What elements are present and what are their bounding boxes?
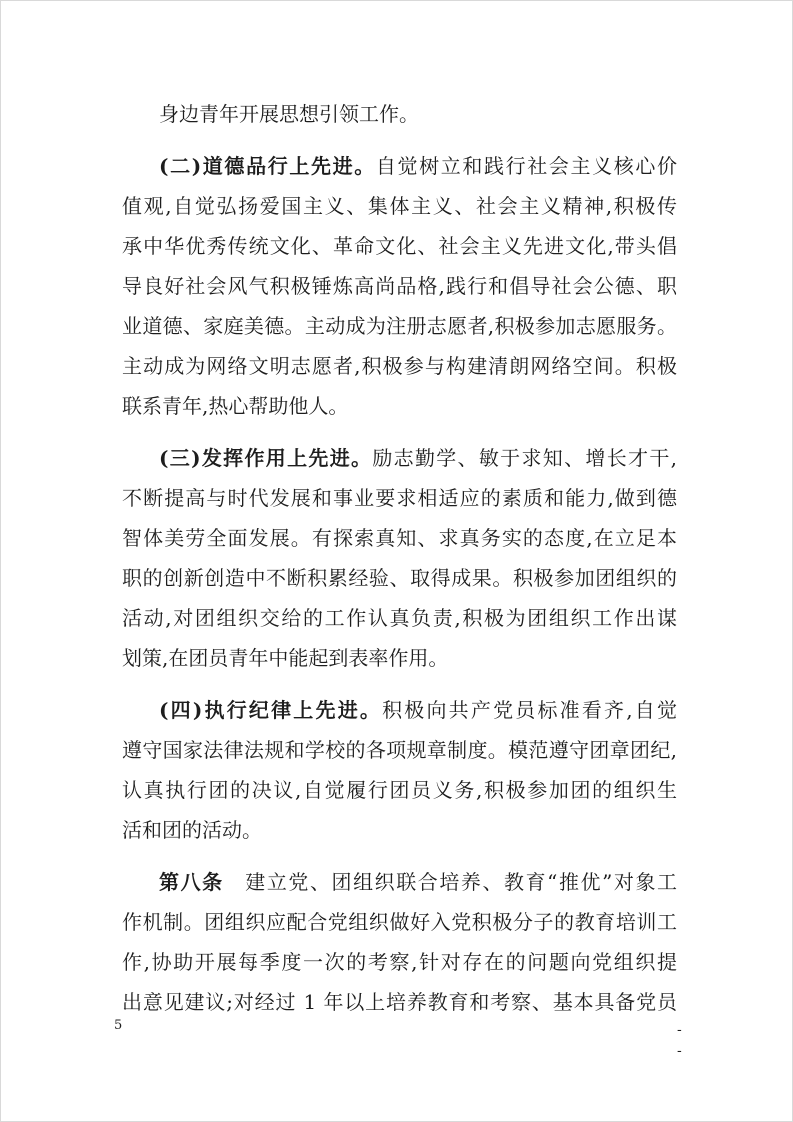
body-run: 积极向共产党员标准看齐,自觉	[382, 698, 677, 722]
body-run: 身边青年开展思想引领工作。	[159, 102, 419, 126]
body-run: 认真执行团的决议,自觉履行团员义务,积极参加团的组织生	[122, 778, 677, 802]
body-run: 主动成为网络文明志愿者,积极参与构建清朗网络空间。积极	[122, 354, 677, 378]
text-line	[122, 226, 677, 266]
text-line	[122, 266, 677, 306]
paragraph-item-3-role-play	[122, 438, 677, 678]
text-line	[122, 346, 677, 386]
text-line	[122, 518, 677, 558]
heading-run: 第八条	[159, 870, 224, 894]
body-run: 导良好社会风气积极锤炼高尚品格,践行和倡导社会公德、职	[122, 274, 677, 298]
body-run: 建立党、团组织联合培养、教育“推优”对象工	[223, 870, 677, 894]
text-line	[122, 862, 677, 902]
body-run: 遵守国家法律法规和学校的各项规章制度。模范遵守团章团纪,	[122, 738, 677, 762]
body-run: 智体美劳全面发展。有探索真知、求真务实的态度,在立足本	[122, 526, 677, 550]
body-run: 作机制。团组织应配合党组织做好入党积极分子的教育培训工	[122, 910, 677, 934]
text-line	[122, 438, 677, 478]
text-line	[122, 942, 677, 982]
text-line	[122, 638, 677, 678]
text-line	[122, 386, 677, 426]
body-run: 值观,自觉弘扬爱国主义、集体主义、社会主义精神,积极传	[122, 194, 677, 218]
body-run: 联系青年,热心帮助他人。	[122, 394, 349, 418]
body-run: 职的创新创造中不断积累经验、取得成果。积极参加团组织的	[122, 566, 677, 590]
paragraph-article-8	[122, 862, 677, 1022]
heading-run: (三)发挥作用上先进。	[159, 446, 373, 470]
paragraph-item-2-moral-conduct	[122, 146, 677, 426]
document-body	[122, 94, 677, 1034]
text-line	[122, 306, 677, 346]
body-run: 自觉树立和践行社会主义核心价	[375, 154, 677, 178]
body-run: 作,协助开展每季度一次的考察,针对存在的问题向党组织提	[122, 950, 677, 974]
text-line	[122, 186, 677, 226]
heading-run: (四)执行纪律上先进。	[159, 698, 383, 722]
text-line	[122, 146, 677, 186]
text-line	[122, 94, 677, 134]
body-run: 划策,在团员青年中能起到表率作用。	[122, 646, 449, 670]
body-run: 出意见建议;对经过 1 年以上培养教育和考察、基本具备党员	[122, 990, 677, 1014]
text-line	[122, 770, 677, 810]
text-line	[122, 730, 677, 770]
paragraph-intro-continuation	[122, 94, 677, 134]
body-run: 业道德、家庭美德。主动成为注册志愿者,积极参加志愿服务。	[122, 314, 677, 338]
text-line	[122, 902, 677, 942]
text-line	[122, 478, 677, 518]
text-line	[122, 810, 677, 850]
page-number: 5	[114, 1018, 123, 1033]
text-line	[122, 598, 677, 638]
heading-run: (二)道德品行上先进。	[159, 154, 376, 178]
text-line	[122, 982, 677, 1022]
paragraph-item-4-discipline	[122, 690, 677, 850]
margin-mark: -	[677, 1022, 682, 1038]
body-run: 活动,对团组织交给的工作认真负责,积极为团组织工作出谋	[122, 606, 677, 630]
text-line	[122, 690, 677, 730]
body-run: 活和团的活动。	[122, 818, 262, 842]
body-run: 承中华优秀传统文化、革命文化、社会主义先进文化,带头倡	[122, 234, 677, 258]
text-line	[122, 558, 677, 598]
body-run: 励志勤学、敏于求知、增长才干,	[372, 446, 677, 470]
margin-mark: -	[677, 1043, 682, 1059]
body-run: 不断提高与时代发展和事业要求相适应的素质和能力,做到德	[122, 486, 677, 510]
